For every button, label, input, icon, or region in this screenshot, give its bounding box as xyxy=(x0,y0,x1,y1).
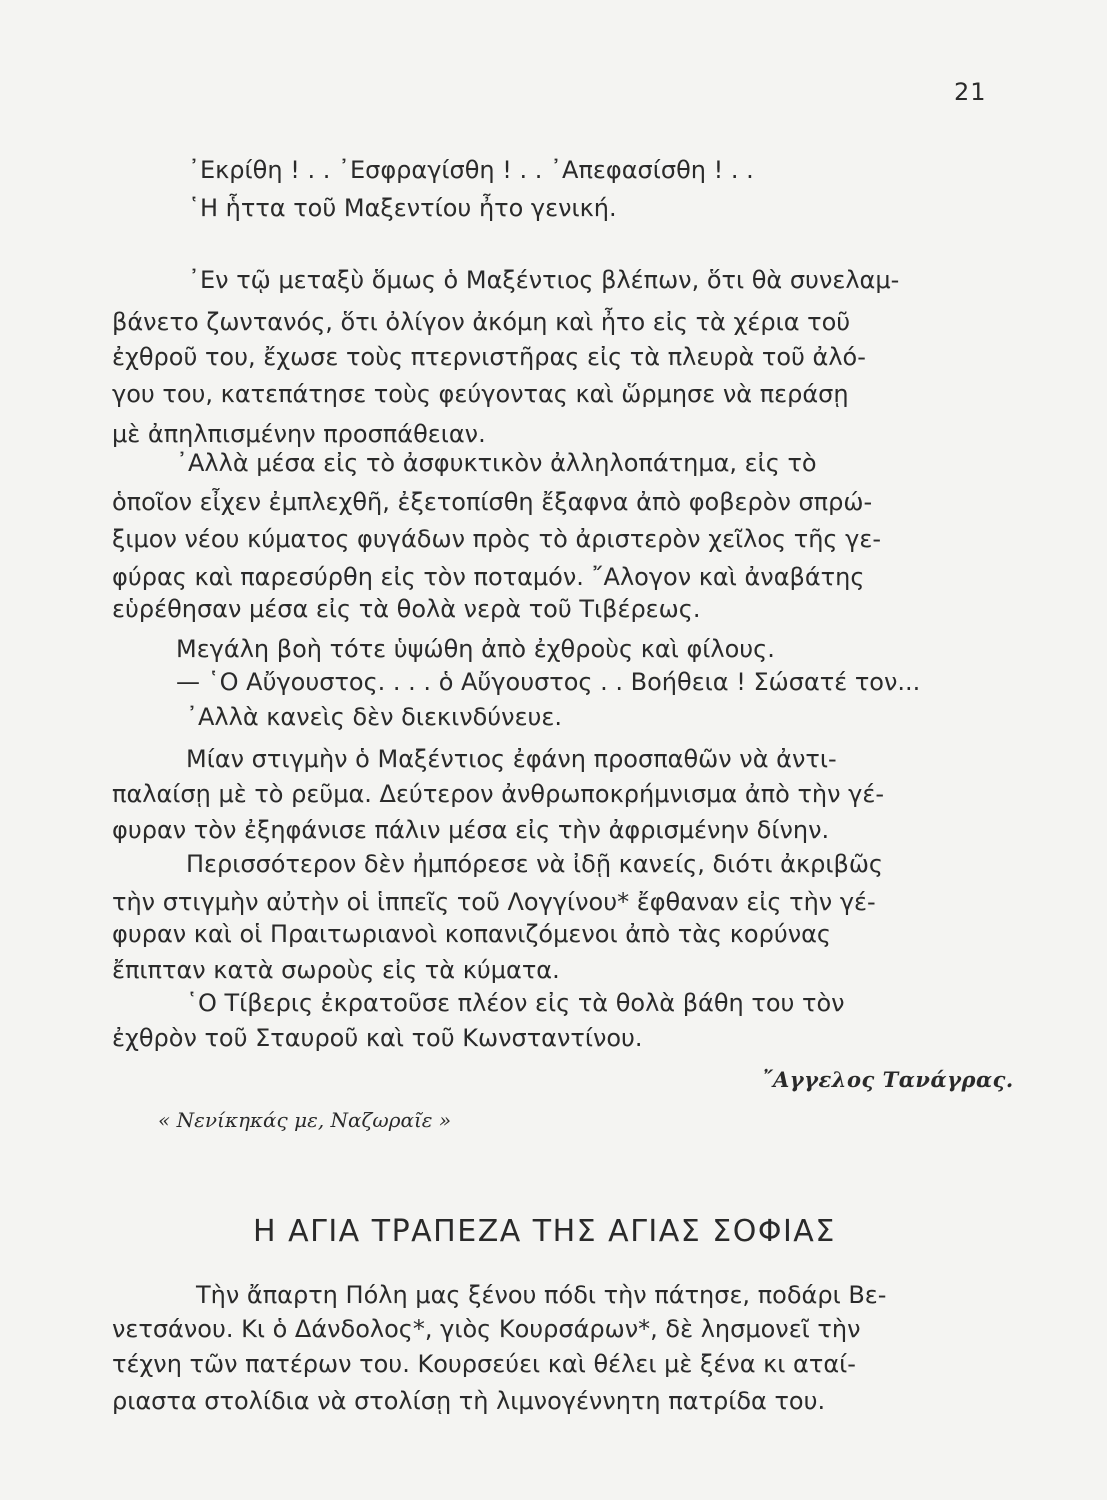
section-line: ριαστα στολίδια νὰ στολίσῃ τὴ λιμνογέννητη πατρίδα του. xyxy=(112,1387,826,1415)
section-line: νετσάνου. Κι ὁ Δάνδολος*, γιὸς Κουρσάρων*, δὲ λησμονεῖ τὴν xyxy=(112,1315,861,1343)
section-title: Η ΑΓΙΑ ΤΡΑΠΕΖΑ ΤΗΣ ΑΓΙΑΣ ΣΟΦΙΑΣ xyxy=(253,1214,836,1249)
author-signature: ῎Αγγελος Τανάγρας. xyxy=(762,1067,1014,1092)
body-line: φυραν τὸν ἐξηφάνισε πάλιν μέσα εἰς τὴν ἀφρισμένην δίνην. xyxy=(112,816,830,844)
body-line: ὁποῖον εἶχεν ἐμπλεχθῆ, ἐξετοπίσθη ἔξαφνα ἀπὸ φοβερὸν σπρώ- xyxy=(112,488,873,516)
body-line: παλαίσῃ μὲ τὸ ρεῦμα. Δεύτερον ἀνθρωποκρήμνισμα ἀπὸ τὴν γέ- xyxy=(112,780,884,808)
body-line: ῾Ο Τίβερις ἐκρατοῦσε πλέον εἰς τὰ θολὰ βάθη του τὸν xyxy=(186,989,845,1017)
body-line: ῾Η ἧττα τοῦ Μαξεντίου ἦτο γενική. xyxy=(188,194,617,222)
body-line: βάνετο ζωντανός, ὅτι ὀλίγον ἀκόμη καὶ ἦτο εἰς τὰ χέρια τοῦ xyxy=(112,308,851,336)
body-line: Περισσότερον δὲν ἠμπόρεσε νὰ ἰδῇ κανείς, διότι ἀκριβῶς xyxy=(186,850,883,878)
body-line: — ῾Ο Αὔγουστος. . . . ὁ Αὔγουστος . . Βοήθεια ! Σώσατέ τον... xyxy=(176,668,921,696)
body-line: ᾿Εκρίθη ! . . ᾿Εσφραγίσθη ! . . ᾿Απεφασίσθη ! . . xyxy=(188,156,754,184)
body-line: φυραν καὶ οἱ Πραιτωριανοὶ κοπανιζόμενοι ἀπὸ τὰς κορύνας xyxy=(112,920,832,948)
page-number: 21 xyxy=(954,78,987,106)
body-line: ξιμον νέου κύματος φυγάδων πρὸς τὸ ἀριστερὸν χεῖλος τῆς γε- xyxy=(112,525,881,553)
body-line: γου του, κατεπάτησε τοὺς φεύγοντας καὶ ὥρμησε νὰ περάσῃ xyxy=(112,380,849,408)
section-line: Τὴν ἄπαρτη Πόλη μας ξένου πόδι τὴν πάτησε, ποδάρι Βε- xyxy=(196,1281,887,1309)
body-line: Μεγάλη βοὴ τότε ὑψώθη ἀπὸ ἐχθροὺς καὶ φίλους. xyxy=(176,635,775,663)
body-line: μὲ ἀπηλπισμένην προσπάθειαν. xyxy=(112,420,486,448)
body-line: φύρας καὶ παρεσύρθη εἰς τὸν ποταμόν. ῎Αλογον καὶ ἀναβάτης xyxy=(112,563,865,591)
quote-title: « Νενίκηκάς με, Ναζωραῖε » xyxy=(158,1108,452,1132)
body-line: ἐχθροῦ του, ἔχωσε τοὺς πτερνιστῆρας εἰς τὰ πλευρὰ τοῦ ἀλό- xyxy=(112,343,866,371)
body-line: ἔπιπταν κατὰ σωροὺς εἰς τὰ κύματα. xyxy=(112,956,560,984)
body-line: ᾿Αλλὰ μέσα εἰς τὸ ἀσφυκτικὸν ἀλληλοπάτημα, εἰς τὸ xyxy=(176,449,817,477)
body-line: ᾿Αλλὰ κανεὶς δὲν διεκινδύνευε. xyxy=(186,703,563,731)
body-line: Μίαν στιγμὴν ὁ Μαξέντιος ἐφάνη προσπαθῶν νὰ ἀντι- xyxy=(186,745,837,773)
section-line: τέχνη τῶν πατέρων του. Κουρσεύει καὶ θέλει μὲ ξένα κι αταί- xyxy=(112,1350,856,1378)
body-line: ᾿Εν τῷ μεταξὺ ὅμως ὁ Μαξέντιος βλέπων, ὅτι θὰ συνελαμ- xyxy=(188,266,900,294)
body-line: εὑρέθησαν μέσα εἰς τὰ θολὰ νερὰ τοῦ Τιβέρεως. xyxy=(112,595,701,623)
body-line: τὴν στιγμὴν αὐτὴν οἱ ἱππεῖς τοῦ Λογγίνου* ἔφθαναν εἰς τὴν γέ- xyxy=(112,888,876,916)
body-line: ἐχθρὸν τοῦ Σταυροῦ καὶ τοῦ Κωνσταντίνου. xyxy=(112,1024,643,1052)
